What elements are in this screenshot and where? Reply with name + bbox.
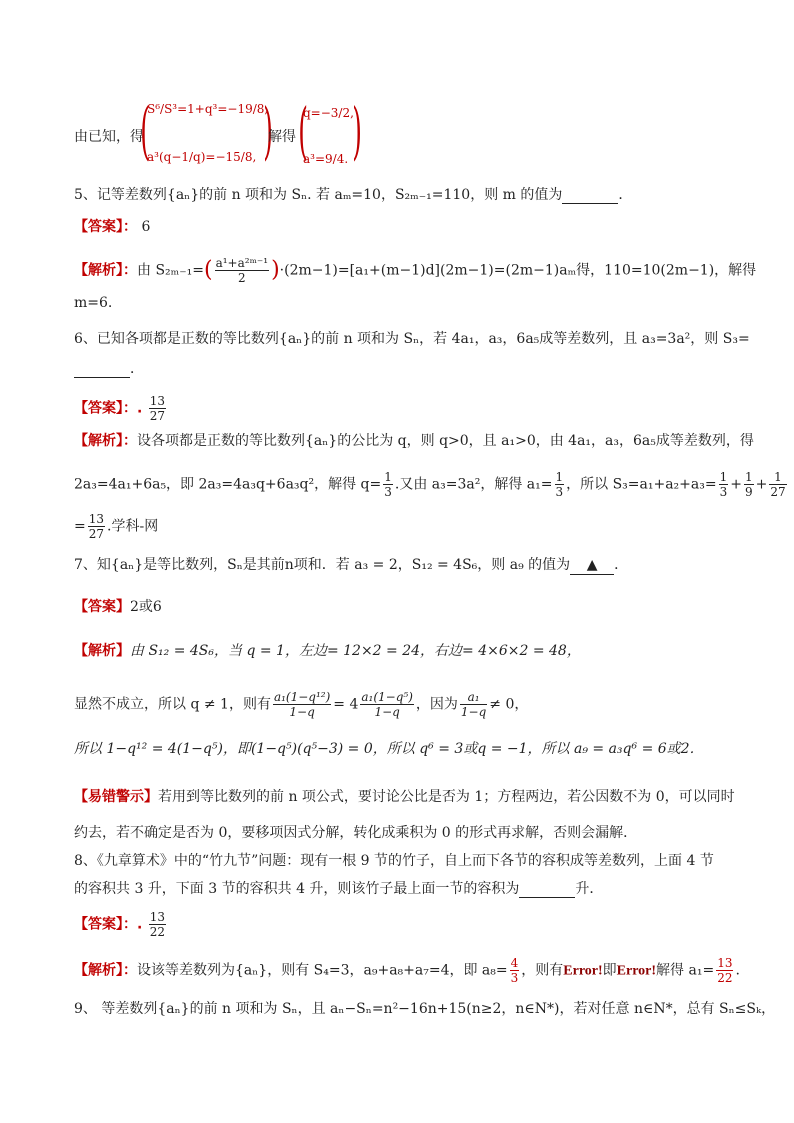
q8-answer-frac: $\frac{13}{22}$: [149, 910, 166, 939]
right-brace-2: ): [352, 94, 362, 167]
q7-analysis-l1-text: 由 S₁₂ = 4S₆，当 q = 1，左边= 12×2 = 24，右边= 4×6×2 = 48，: [130, 643, 581, 659]
right-brace: ): [263, 94, 273, 167]
system1-line1: S⁶/S³=1+q³=−19/8,: [147, 102, 269, 116]
q8-analysis-tag: 【解析】：: [74, 962, 137, 979]
left-brace: (: [140, 94, 150, 167]
q6-analysis-l1-text: 设各项都是正数的等比数列{aₙ}的公比为 q，则 q>0，且 a₁>0，由 4a₁，a₃，6a₅成等差数列，得: [137, 433, 754, 449]
q7-question: 7、知{aₙ}是等比数列，Sₙ是其前n项和．若 a₃ = 2，S₁₂ = 4S₆，则 a₉ 的值为: [74, 557, 571, 573]
q7-answer-value: 2或6: [130, 599, 162, 615]
q7-answer: [74, 598, 162, 616]
q6-answer-frac: $\frac{13}{27}$: [149, 394, 166, 423]
q8-answer: [74, 910, 168, 939]
q5-analysis-tag: 【解析】：: [74, 262, 137, 279]
q5-analysis-b: ·(2m−1)=[a₁+(m−1)d](2m−1)=(2m−1)aₘ得，110=10(2m−1)，解得: [279, 262, 757, 279]
q7-analysis-l2: 显然不成立，所以 q ≠ 1，则有 $\frac{\text{a₁(1−q¹²)}}{1-q}$ = 4 $\frac{\text{a₁(1−q⁵)}}{1-q}$ ，因为 $\frac{\text{a₁}}{1-q}$ ≠ 0，: [74, 690, 529, 719]
q7-warning-tag: 【易错警示】: [74, 789, 158, 805]
q6-analysis-l1: [74, 432, 754, 450]
q7-analysis-l1: [74, 642, 581, 660]
q6-text-l2: ．: [74, 360, 144, 378]
system2-line2: a³=9/4.: [303, 152, 349, 166]
q8-blank: [519, 883, 575, 898]
q6-l2b: .又由 a₃=3a²，解得 a₁=: [394, 476, 553, 493]
q6-l2a: 2a₃=4a₁+6a₅，即 2a₃=4a₃q+6a₃q²，解得 q=: [74, 476, 382, 493]
q8-text-l1: 8、《九章算术》中的“竹九节”问题：现有一根 9 节的竹子，自上而下各节的容积成等差数列，上面 4 节: [74, 853, 714, 869]
q5-frac: $\frac{\text{a¹+a²ᵐ⁻¹}}{2}$: [215, 256, 269, 285]
q6-analysis-tag: 【解析】：: [74, 433, 137, 449]
error-field-1: Error!: [563, 963, 603, 979]
q7-warning-text: 若用到等比数列的前 n 项公式，要讨论公比是否为 1；方程两边，若公因数不为 0，可以同时: [158, 789, 735, 805]
q5-analysis-l1: 【解析】：由 S₂ₘ₋₁=( $\frac{\text{a¹+a²ᵐ⁻¹}}{2}$ )·(2m−1)=[a₁+(m−1)d](2m−1)=(2m−1)aₘ得，110=10(2m−1)，解得: [74, 256, 757, 285]
q6-analysis-l3: = $\frac{13}{27}$ .学科-网: [74, 512, 159, 541]
left-brace-2: (: [298, 94, 308, 167]
q8-answer-tag: 【答案】：.: [74, 916, 143, 933]
q5-text: 5、记等差数列{aₙ}的前 n 项和为 Sₙ. 若 aₘ=10，S₂ₘ₋₁=110，则 m 的值为 ．: [74, 187, 633, 203]
q7-analysis-tag: 【解析】: [74, 643, 130, 659]
q5-blank: [562, 189, 618, 204]
q5-analysis-l2: m=6.: [74, 295, 113, 311]
q7-warning-l1: [74, 788, 735, 806]
q5-answer-tag: 【答案】：: [74, 219, 137, 235]
q9-text: 9、 等差数列{aₙ}的前 n 项和为 Sₙ，且 aₙ−Sₙ=n²−16n+15(n≥2，n∈N*)，若对任意 n∈N*，总有 Sₙ≤Sₖ，: [74, 1001, 776, 1017]
q6-blank: [74, 363, 130, 378]
error-field-2: Error!: [616, 963, 657, 979]
q6-analysis-l2: 2a₃=4a₁+6a₅，即 2a₃=4a₃q+6a₃q²，解得 q= $\frac{1}{3}$ .又由 a₃=3a²，解得 a₁= $\frac{1}{3}$ ，所以 S₃=a₁+a₂+a₃= $\frac{1}{3}$ + $\frac{1}{9}$ + $\frac{1}{27}$: [74, 470, 786, 499]
q7-marker: ▲: [570, 556, 614, 575]
q7-answer-tag: 【答案】: [74, 599, 130, 615]
q8-text-l2: 的容积共 3 升，下面 3 节的容积共 4 升，则该竹子最上面一节的容积为 升．: [74, 881, 604, 897]
system1-line2: a³(q−1/q)=−15/8,: [147, 150, 257, 164]
q6-answer: [74, 394, 168, 423]
q5-question: 5、记等差数列{aₙ}的前 n 项和为 Sₙ. 若 aₘ=10，S₂ₘ₋₁=110，则 m 的值为: [74, 187, 563, 203]
q5-analysis-a: 由 S₂ₘ₋₁=: [137, 262, 204, 279]
solution-prefix: 由已知，得: [74, 129, 144, 145]
q5-answer-value: 6: [141, 219, 151, 235]
system2-line1: q=−3/2,: [303, 106, 354, 120]
q8-analysis: 【解析】：设该等差数列为{aₙ}，则有 S₄=3，a₉+a₈+a₇=4，即 a₈= $\frac{4}{3}$ ，则有Error!即Error!解得 a₁= $\frac{13}{22}$ .: [74, 956, 740, 985]
q6-l2c: ，所以 S₃=a₁+a₂+a₃=: [566, 476, 717, 493]
q7-analysis-l3: 所以 1−q¹² = 4(1−q⁵)，即(1−q⁵)(q⁵−3) = 0，所以 q⁶ = 3或q = −1，所以 a₉ = a₃q⁶ = 6或2．: [74, 741, 704, 757]
q5-answer: [74, 218, 150, 236]
q7-text: 7、知{aₙ}是等比数列，Sₙ是其前n项和．若 a₃ = 2，S₁₂ = 4S₆，则 a₉ 的值为 ▲ ．: [74, 557, 629, 573]
q7-warning-l2: 约去，若不确定是否为 0，要移项因式分解，转化成乘积为 0 的形式再求解，否则会漏解．: [74, 825, 638, 841]
solve-text: 解得: [268, 129, 296, 145]
q6-answer-tag: 【答案】：.: [74, 400, 143, 417]
q6-text-l1: 6、已知各项都是正数的等比数列{aₙ}的前 n 项和为 Sₙ，若 4a₁，a₃，6a₅成等差数列，且 a₃=3a²，则 S₃=: [74, 331, 750, 347]
